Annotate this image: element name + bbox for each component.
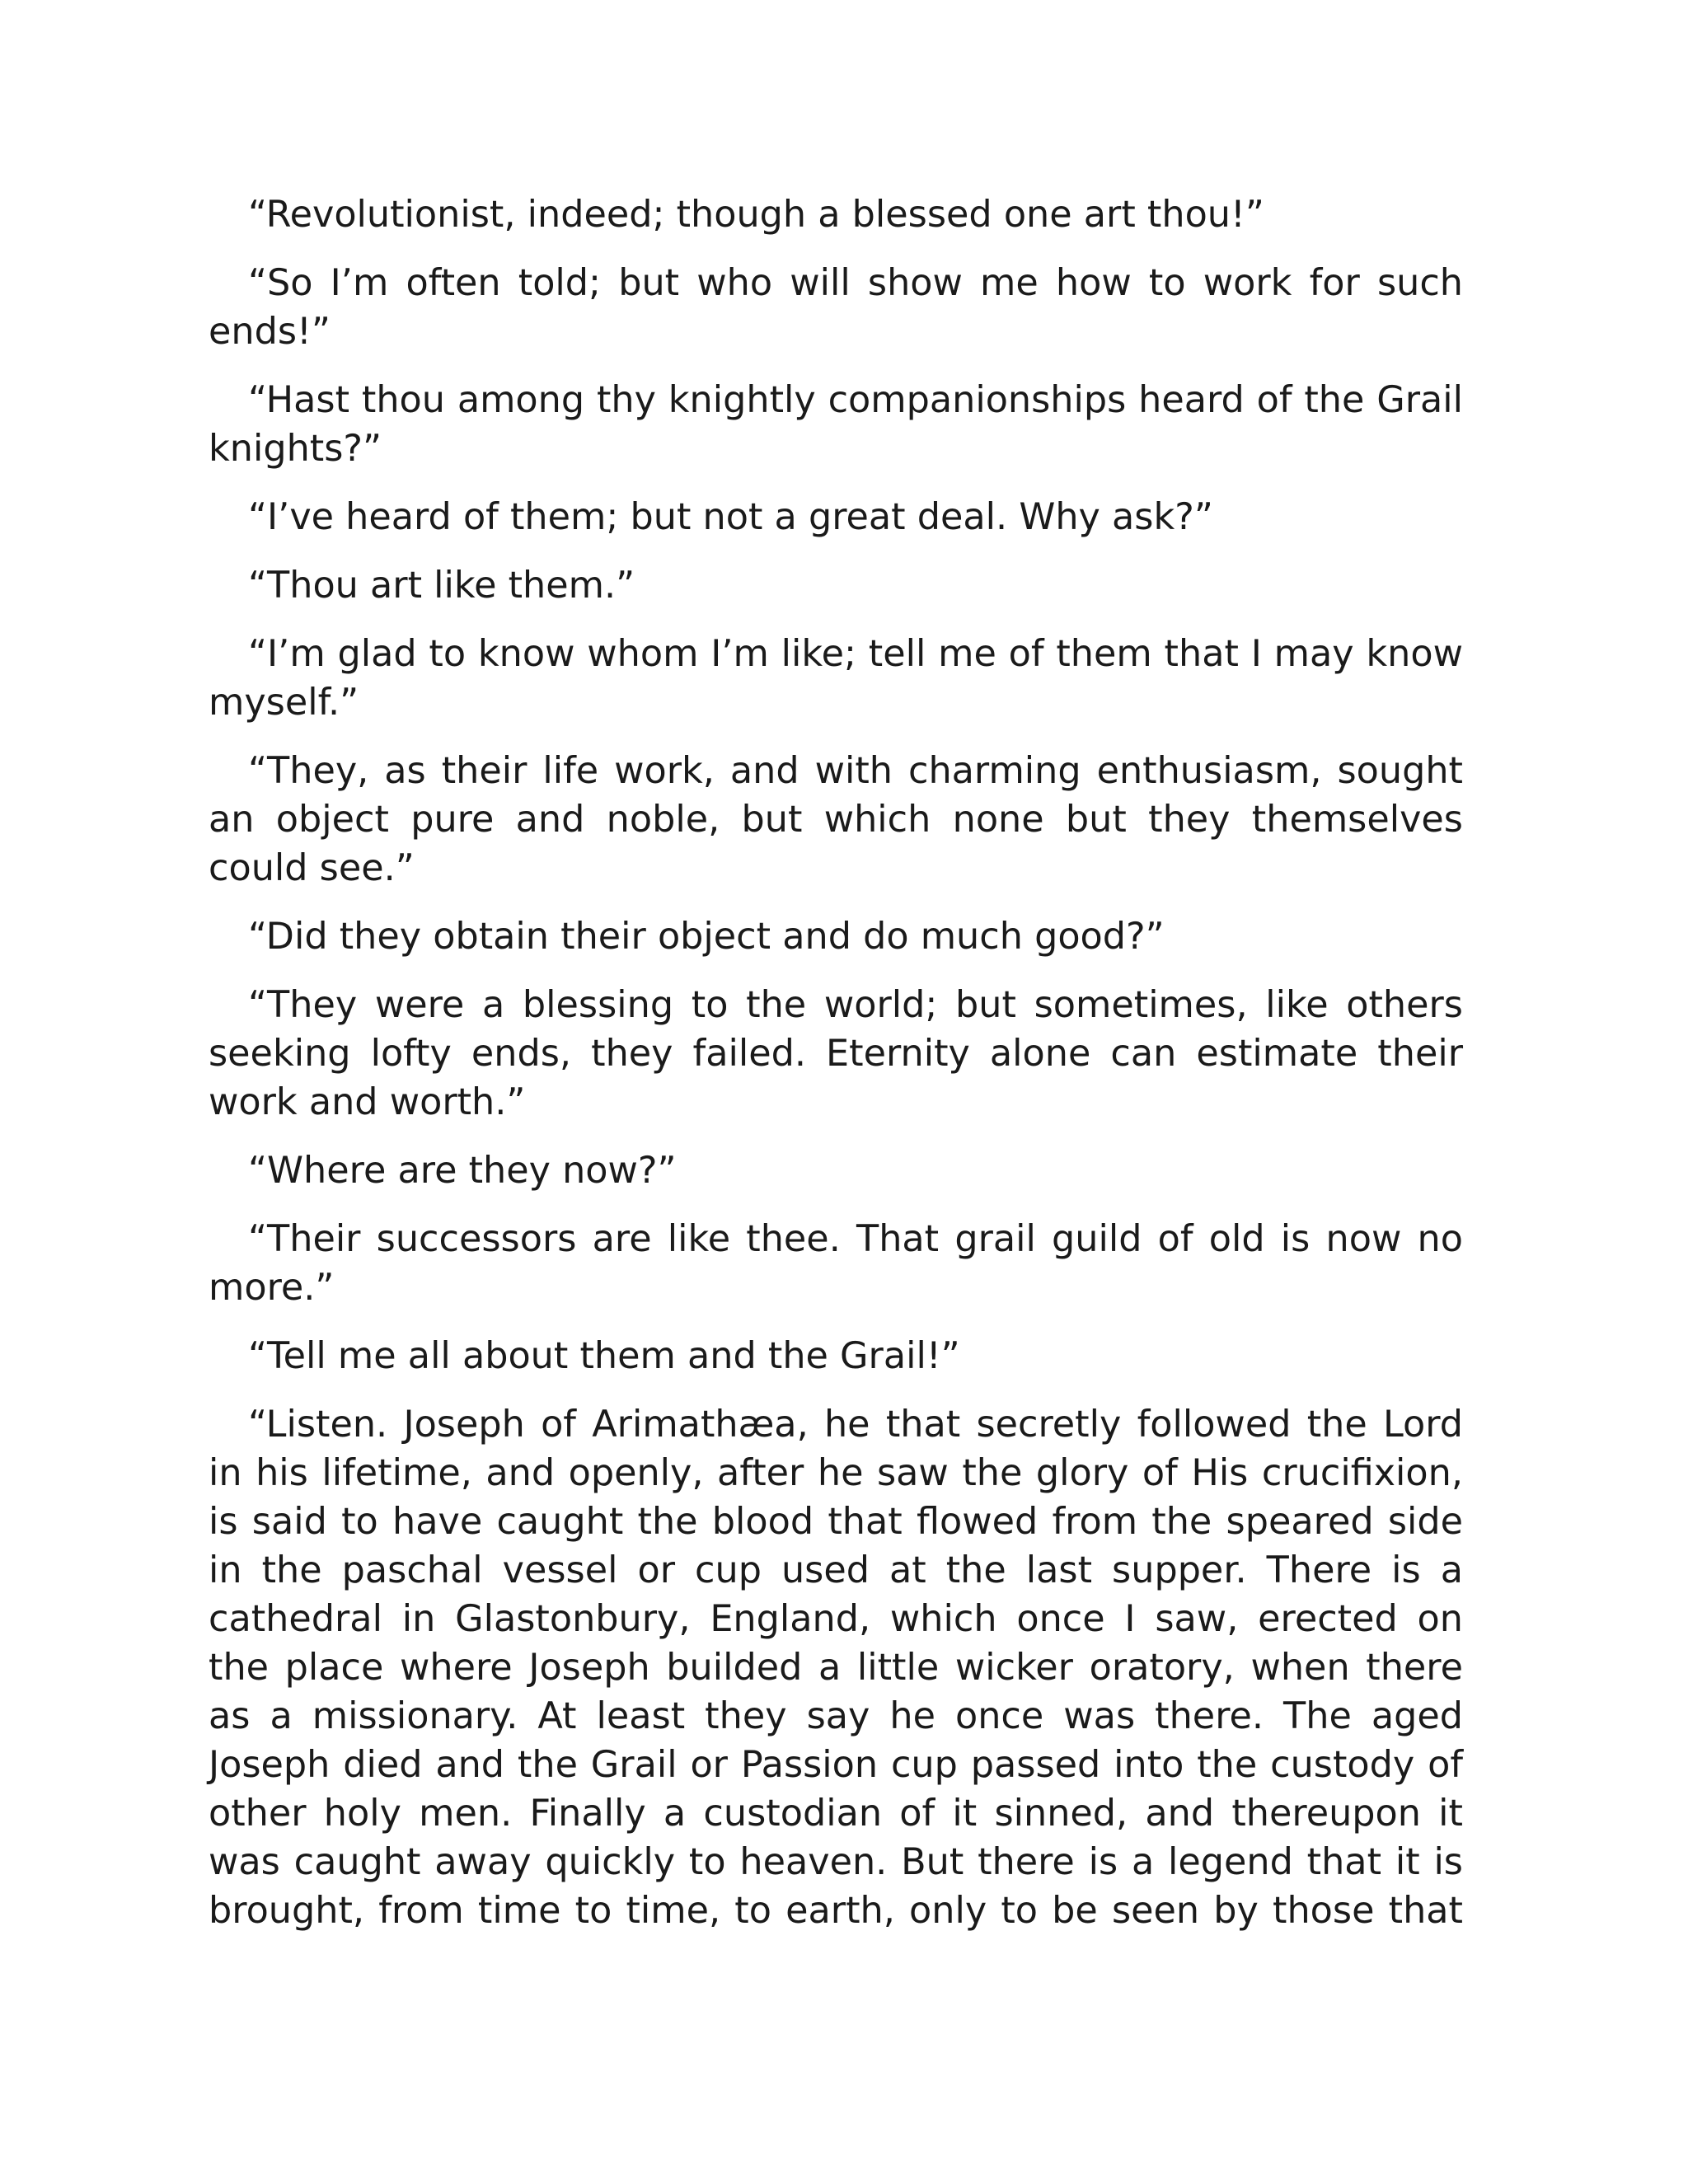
paragraph-12: “Tell me all about them and the Grail!”: [248, 1335, 960, 1377]
paragraph-8: “Did they obtain their object and do much good?”: [248, 916, 1165, 958]
paragraph-1: “Revolutionist, indeed; though a blessed one art thou!”: [248, 194, 1264, 236]
paragraph-7: “They, as their life work, and with charming enthusiasm, sought an object pure and noble, but which none but they themselves could see.”: [209, 750, 1463, 889]
page-body: [209, 190, 1463, 1935]
paragraph-2: “So I’m often told; but who will show me how to work for such ends!”: [209, 262, 1463, 353]
paragraph-6: “I’m glad to know whom I’m like; tell me of them that I may know myself.”: [209, 633, 1463, 724]
paragraph-4: “I’ve heard of them; but not a great deal. Why ask?”: [248, 496, 1213, 538]
paragraph-3: “Hast thou among thy knightly companionships heard of the Grail knights?”: [209, 379, 1463, 470]
paragraph-10: “Where are they now?”: [248, 1150, 677, 1192]
paragraph-13: “Listen. Joseph of Arimathæa, he that secretly followed the Lord in his lifetime, and openly, after he saw the glory of His crucifixion, is said to have caught the blood that flowed from the speared side in the paschal vessel or cup used at the last supper. There is a cathedral in Glastonbury, England, which once I saw, erected on the place where Joseph builded a little wicker oratory, when there as a missionary. At least they say he once was there. The aged Joseph died and the Grail or Passion cup passed into the custody of other holy men. Finally a custodian of it sinned, and thereupon it was caught away quickly to heaven. But there is a legend that it is brought, from time to time, to earth, only to be seen by those that: [209, 1404, 1463, 1932]
paragraph-11: “Their successors are like thee. That grail guild of old is now no more.”: [209, 1218, 1463, 1309]
paragraph-5: “Thou art like them.”: [248, 565, 635, 607]
paragraph-9: “They were a blessing to the world; but sometimes, like others seeking lofty ends, they failed. Eternity alone can estimate their work and worth.”: [209, 984, 1463, 1123]
